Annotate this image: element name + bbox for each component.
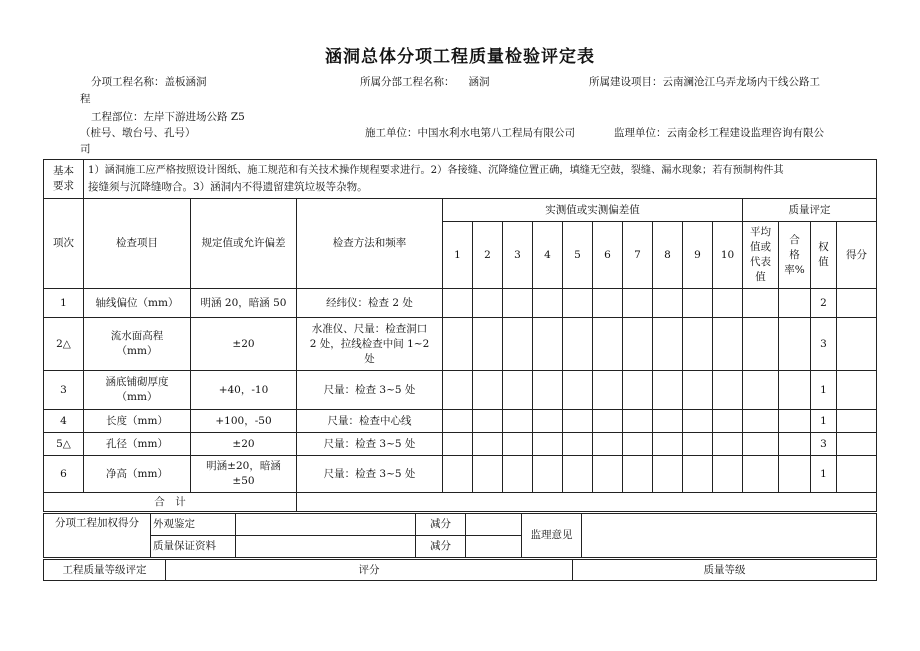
score-cell — [837, 289, 877, 318]
page-title: 涵洞总体分项工程质量检验评定表 — [325, 47, 595, 67]
measure-cell — [623, 318, 653, 371]
row-method — [297, 318, 443, 371]
grade-label: 质量等级 — [573, 560, 877, 581]
pass-line3: 率% — [784, 263, 805, 276]
deduct-label-1: 减分 — [416, 514, 466, 536]
weight-line2: 值 — [818, 256, 829, 268]
measure-cell — [713, 433, 743, 456]
score-cell — [837, 371, 877, 410]
row-spec-line: ±20 — [232, 337, 255, 350]
row-spec-line: ±50 — [232, 475, 255, 487]
table-row — [44, 318, 877, 371]
weight-line1: 权 — [818, 241, 829, 253]
subproject-label: 分项工程名称： — [91, 76, 165, 88]
measure-col-3: 3 — [503, 222, 533, 289]
measure-cell — [563, 410, 593, 433]
row-index-line: 5△ — [56, 437, 71, 450]
table-row — [44, 410, 877, 433]
avg-line2: 值或 — [750, 241, 771, 253]
measure-cell — [623, 433, 653, 456]
measure-cell — [533, 289, 563, 318]
total-label: 合 计 — [44, 493, 297, 512]
basic-requirements-row — [44, 160, 877, 199]
avg-line4: 值 — [755, 271, 766, 283]
row-index — [44, 456, 84, 493]
measure-cell — [593, 289, 623, 318]
row-spec-line: +40，-10 — [218, 383, 269, 396]
measure-cell — [533, 456, 563, 493]
row-method-line: 处 — [364, 352, 375, 365]
measure-cell — [623, 289, 653, 318]
measure-cell — [563, 456, 593, 493]
measure-cell — [443, 433, 473, 456]
measure-cell — [593, 433, 623, 456]
division-label: 所属分部工程名称： — [360, 76, 455, 88]
row-method-line: 尺量：检查 3~5 处 — [323, 467, 416, 480]
measure-cell — [473, 371, 503, 410]
pass-rate-cell — [779, 410, 811, 433]
measure-cell — [653, 318, 683, 371]
row-index-line: 6 — [60, 467, 67, 480]
row-index — [44, 410, 84, 433]
measure-col-5: 5 — [563, 222, 593, 289]
row-method — [297, 371, 443, 410]
measure-cell — [623, 410, 653, 433]
row-item — [84, 371, 191, 410]
docs-label: 质量保证资料 — [151, 536, 236, 558]
col-pass-rate-header — [779, 222, 811, 289]
division-info — [360, 75, 490, 89]
row-item-line: 流水面高程 — [110, 330, 164, 342]
row-item — [84, 410, 191, 433]
row-item-line: 长度（mm） — [106, 414, 168, 427]
deduct-label-2: 减分 — [416, 536, 466, 558]
score-cell — [837, 410, 877, 433]
col-score-header: 得分 — [837, 222, 877, 289]
subproject-info — [91, 75, 207, 89]
row-spec — [191, 289, 297, 318]
location-label: 工程部位： — [91, 111, 144, 123]
measure-col-4: 4 — [533, 222, 563, 289]
row-index-line: 3 — [60, 383, 67, 396]
construction-project-wrap: 程 — [80, 93, 91, 105]
row-weight — [811, 410, 837, 433]
basic-label-line2: 要求 — [53, 180, 74, 192]
row-method-line: 水准仪、尺量：检查洞口 — [311, 322, 428, 335]
measure-cell — [503, 410, 533, 433]
basic-label-line1: 基本 — [53, 165, 74, 177]
appearance-row — [44, 514, 877, 536]
row-index-line: 2△ — [56, 337, 71, 350]
measure-cell — [683, 318, 713, 371]
row-index — [44, 289, 84, 318]
table-row — [44, 289, 877, 318]
supervisor-value: 云南金杉工程建设监理咨询有限公 — [666, 127, 824, 139]
measure-cell — [653, 433, 683, 456]
row-method — [297, 433, 443, 456]
average-cell — [743, 433, 779, 456]
measure-cell — [443, 318, 473, 371]
inspection-table — [43, 159, 877, 512]
pass-line2: 格 — [789, 248, 800, 261]
location-info — [91, 110, 245, 124]
basic-requirements-label — [44, 160, 84, 199]
row-item-line: 孔径（mm） — [106, 437, 168, 450]
row-spec — [191, 410, 297, 433]
pass-rate-cell — [779, 318, 811, 371]
table-row — [44, 433, 877, 456]
avg-line3: 代表 — [750, 256, 771, 268]
grade-eval-label: 工程质量等级评定 — [44, 560, 166, 581]
contractor-value: 中国水利水电第八工程局有限公司 — [417, 127, 575, 139]
score-cell — [837, 433, 877, 456]
measure-cell — [443, 371, 473, 410]
row-index-line: 4 — [60, 414, 67, 427]
appearance-label: 外观鉴定 — [151, 514, 236, 536]
row-method-line: 尺量：检查 3~5 处 — [323, 437, 416, 450]
row-method-line: 尺量：检查 3~5 处 — [323, 383, 416, 396]
measure-cell — [593, 410, 623, 433]
measure-cell — [713, 318, 743, 371]
supervision-value — [582, 514, 877, 558]
measure-cell — [503, 433, 533, 456]
measure-cell — [473, 318, 503, 371]
basic-text-line2: 接缝须与沉降缝吻合。3）涵洞内不得遗留建筑垃圾等杂物。 — [88, 181, 368, 193]
deduct-value-1 — [466, 514, 522, 536]
row-weight-line: 1 — [820, 414, 827, 427]
pass-rate-cell — [779, 433, 811, 456]
row-item-line: 轴线偏位（mm） — [95, 296, 179, 309]
measure-cell — [563, 318, 593, 371]
table-row — [44, 456, 877, 493]
data-rows — [44, 289, 877, 493]
measure-cell — [653, 456, 683, 493]
measure-cell — [683, 371, 713, 410]
avg-line1: 平均 — [750, 226, 771, 238]
measure-cell — [713, 456, 743, 493]
measure-cell — [713, 371, 743, 410]
construction-project-info — [589, 75, 820, 89]
measure-col-1: 1 — [443, 222, 473, 289]
table-row — [44, 371, 877, 410]
average-cell — [743, 318, 779, 371]
measure-cell — [533, 433, 563, 456]
row-spec-line: +100，-50 — [215, 414, 272, 427]
docs-value — [236, 536, 416, 558]
contractor-info — [365, 126, 575, 140]
measure-cell — [473, 410, 503, 433]
row-weight-line: 3 — [820, 437, 827, 450]
appearance-value — [236, 514, 416, 536]
row-index — [44, 371, 84, 410]
row-weight-line: 2 — [820, 296, 827, 309]
measure-cell — [683, 289, 713, 318]
supervisor-info — [614, 126, 824, 140]
measure-cell — [503, 289, 533, 318]
measure-cell — [533, 318, 563, 371]
row-item-line: 净高（mm） — [106, 467, 168, 480]
row-method — [297, 410, 443, 433]
measure-cell — [713, 289, 743, 318]
measure-col-6: 6 — [593, 222, 623, 289]
row-index-line: 1 — [60, 296, 67, 309]
weighted-score-table — [43, 513, 877, 558]
row-weight — [811, 371, 837, 410]
col-weight-header — [811, 222, 837, 289]
measure-cell — [533, 371, 563, 410]
pass-rate-cell — [779, 456, 811, 493]
measure-col-8: 8 — [653, 222, 683, 289]
measure-cell — [623, 456, 653, 493]
measure-col-2: 2 — [473, 222, 503, 289]
row-weight — [811, 456, 837, 493]
row-weight — [811, 433, 837, 456]
col-measured-header: 实测值或实测偏差值 — [443, 199, 743, 222]
construction-project-label: 所属建设项目： — [589, 76, 663, 88]
pass-rate-cell — [779, 289, 811, 318]
measure-cell — [593, 456, 623, 493]
measure-cell — [503, 456, 533, 493]
deduct-value-2 — [466, 536, 522, 558]
col-index-header: 项次 — [44, 199, 84, 289]
measure-cell — [713, 410, 743, 433]
row-spec-line: 明涵 20，暗涵 50 — [200, 296, 287, 309]
col-average-header — [743, 222, 779, 289]
row-index — [44, 318, 84, 371]
pass-line1: 合 — [789, 233, 800, 246]
average-cell — [743, 371, 779, 410]
measure-cell — [653, 371, 683, 410]
row-item — [84, 289, 191, 318]
score-cell — [837, 456, 877, 493]
col-item-header: 检查项目 — [84, 199, 191, 289]
row-method — [297, 289, 443, 318]
row-weight-line: 1 — [820, 467, 827, 480]
header-row-1 — [44, 199, 877, 222]
row-item — [84, 456, 191, 493]
grade-table — [43, 559, 877, 581]
row-method-line: 2 处，拉线检查中间 1~2 — [309, 337, 430, 350]
measure-cell — [683, 456, 713, 493]
col-spec-header: 规定值或允许偏差 — [191, 199, 297, 289]
measure-col-7: 7 — [623, 222, 653, 289]
supervisor-label: 监理单位： — [614, 127, 667, 139]
measure-cell — [563, 371, 593, 410]
measure-cell — [683, 433, 713, 456]
measure-cell — [443, 410, 473, 433]
row-spec-line: 明涵±20，暗涵 — [206, 460, 281, 472]
measure-cell — [563, 433, 593, 456]
measure-cell — [593, 371, 623, 410]
measure-cell — [653, 410, 683, 433]
total-row — [44, 493, 877, 512]
contractor-label: 施工单位： — [365, 127, 418, 139]
supervisor-wrap: 司 — [80, 143, 91, 155]
pass-rate-cell — [779, 371, 811, 410]
row-item-line: （mm） — [116, 391, 158, 403]
measure-cell — [683, 410, 713, 433]
subproject-value: 盖板涵洞 — [164, 76, 207, 88]
row-spec — [191, 456, 297, 493]
row-index — [44, 433, 84, 456]
measure-cell — [653, 289, 683, 318]
location-value: 左岸下游进场公路 Z5 — [143, 111, 245, 123]
weighted-score-label: 分项工程加权得分 — [44, 514, 151, 558]
measure-cell — [503, 371, 533, 410]
measure-cell — [623, 371, 653, 410]
supervision-label: 监理意见 — [522, 514, 582, 558]
row-item-line: 涵底铺砌厚度 — [105, 376, 169, 388]
measure-col-9: 9 — [683, 222, 713, 289]
grade-row — [44, 560, 877, 581]
basic-text-line1: 1）涵洞施工应严格按照设计图纸、施工规范和有关技术操作规程要求进行。2）各接缝、沉降缝位置正确，填缝无空鼓，裂缝、漏水现象；若有预制构件其 — [88, 165, 784, 176]
row-item — [84, 318, 191, 371]
row-item-line: （mm） — [116, 345, 158, 357]
average-cell — [743, 456, 779, 493]
row-spec-line: ±20 — [232, 437, 255, 450]
col-quality-header: 质量评定 — [743, 199, 877, 222]
row-weight — [811, 289, 837, 318]
average-cell — [743, 289, 779, 318]
row-method-line: 经纬仪：检查 2 处 — [326, 296, 413, 309]
basic-requirements-text — [84, 160, 877, 199]
total-value-cell — [297, 493, 877, 512]
row-weight-line: 1 — [820, 383, 827, 396]
row-spec — [191, 318, 297, 371]
row-item — [84, 433, 191, 456]
row-spec — [191, 433, 297, 456]
measure-cell — [563, 289, 593, 318]
average-cell — [743, 410, 779, 433]
division-value: 涵洞 — [468, 76, 490, 88]
construction-project-value: 云南澜沧江乌弄龙场内干线公路工 — [662, 76, 820, 88]
row-method-line: 尺量：检查中心线 — [327, 414, 412, 427]
measure-col-10: 10 — [713, 222, 743, 289]
row-method — [297, 456, 443, 493]
measure-cell — [503, 318, 533, 371]
location-sub: （桩号、墩台号、孔号） — [80, 127, 196, 139]
row-weight-line: 3 — [820, 337, 827, 350]
measure-cell — [473, 289, 503, 318]
measure-cell — [443, 456, 473, 493]
measure-cell — [533, 410, 563, 433]
measure-cell — [473, 433, 503, 456]
measure-cell — [593, 318, 623, 371]
row-weight — [811, 318, 837, 371]
col-method-header: 检查方法和频率 — [297, 199, 443, 289]
row-spec — [191, 371, 297, 410]
score-label: 评分 — [166, 560, 573, 581]
measure-cell — [473, 456, 503, 493]
measure-cell — [443, 289, 473, 318]
score-cell — [837, 318, 877, 371]
